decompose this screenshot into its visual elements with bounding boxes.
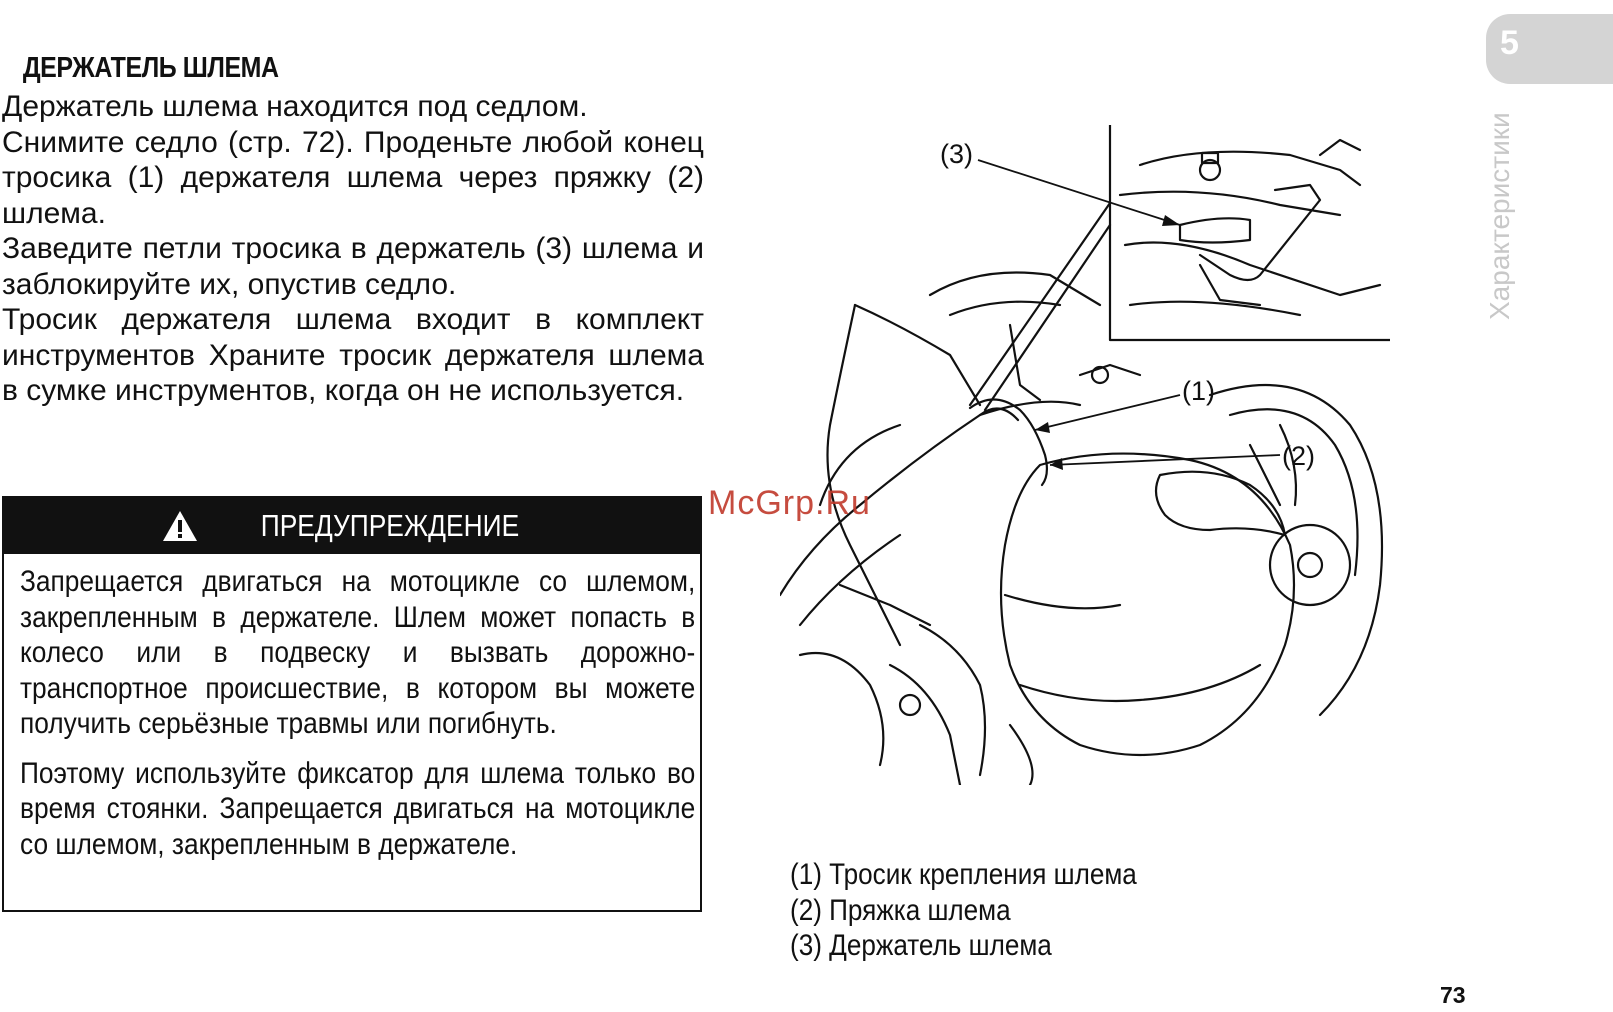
body-paragraph: Тросик держателя шлема входит в комплект инструментов Храните тросик держателя шлема в сумке инструментов, когда он не используется. <box>2 303 704 407</box>
caption-item: (1) Тросик крепления шлема <box>790 858 1137 891</box>
body-paragraph: Заведите петли тросика в держатель (3) шлема и заблокируйте их, опустив седло. <box>2 232 704 301</box>
warning-triangle-icon <box>162 510 198 542</box>
warning-paragraph: Запрещается двигаться на мотоцикле со шлемом, закрепленным в держателе. Шлем может попасть в колесо или в подвеску и вызвать дорожно-транспортное происшествие, в котором вы можете получить серьёзные травмы или погибнуть. <box>20 565 696 740</box>
chapter-number: 5 <box>1500 24 1519 62</box>
caption-item: (2) Пряжка шлема <box>790 893 1011 927</box>
body-paragraph: Снимите седло (стр. 72). Проденьте любой конец тросика (1) держателя шлема через пряжку (2) шлема. <box>2 125 704 230</box>
section-title: ДЕРЖАТЕЛЬ ШЛЕМА <box>22 52 279 84</box>
callout-2: (2) <box>1282 441 1315 471</box>
warning-header <box>4 498 700 554</box>
body-paragraph: Держатель шлема находится под седлом. <box>2 90 588 123</box>
figure-captions <box>790 857 1189 964</box>
watermark: McGrp.Ru <box>708 484 871 522</box>
callout-3: (3) <box>940 139 973 169</box>
warning-box <box>2 496 702 912</box>
warning-label: ПРЕДУПРЕЖДЕНИЕ <box>260 508 520 543</box>
helmet-holder-illustration <box>780 125 1390 785</box>
section-body <box>2 89 704 409</box>
chapter-tab <box>1486 14 1613 84</box>
callout-1: (1) <box>1182 376 1215 406</box>
warning-paragraph: Поэтому используйте фиксатор для шлема только во время стоянки. Запрещается двигаться на мотоцикле со шлемом, закрепленным в держателе. <box>20 756 696 861</box>
page-number: 73 <box>1440 982 1466 1008</box>
caption-item: (3) Держатель шлема <box>790 929 1052 962</box>
chapter-label: Характеристики <box>1484 112 1515 320</box>
warning-body <box>4 554 700 862</box>
